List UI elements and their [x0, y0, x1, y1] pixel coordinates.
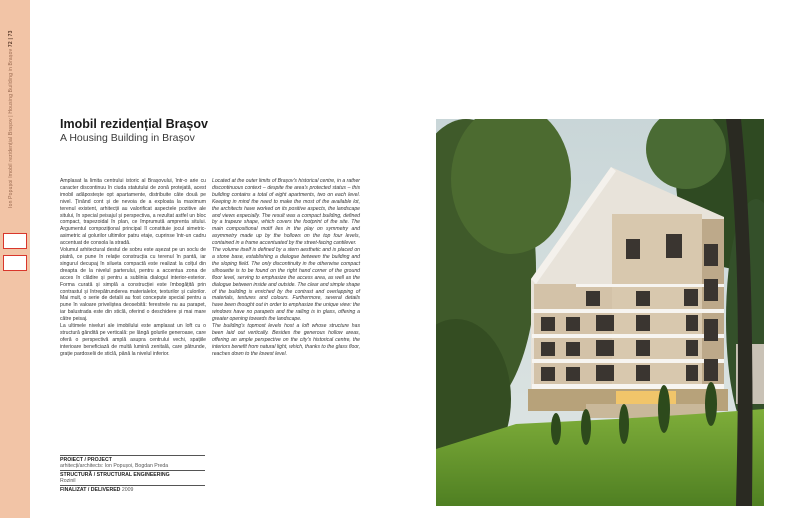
article-subtitle: A Housing Building in Brașov [60, 132, 195, 144]
credit-label: FINALIZAT / DELIVERED [60, 486, 121, 493]
paragraph: Volumul arhitectural destul de sobru este așezat pe un soclu de piatră, ce pune în relație construcția cu terenul în pantă, iar singurul decupaj în silueta compactă este realizat la colțul din dreapta de la nivelul parterului, pentru a accentua zona de acces în clădire și pentru a sublinia dialogul interior-exterior. Forma curată și simplă a construcției este îmbogățită prin contrastul și întrepătrunderea materialelor, texturilor și culorilor. Mai mult, o serie de detalii au fost concepute special pentru a pune în valoare priveliștea deosebită: ferestrele nu au parapet, iar balustrada este din sticlă, oferind o deschidere și mai mare către peisaj. [60, 247, 206, 323]
running-header-text: Ion Popușoi Imobil rezidențial Brașov | Housing Building in Brașov [8, 48, 14, 208]
section-marker-box [3, 233, 27, 249]
english-text-column [212, 178, 360, 358]
credit-label: PROIECT / PROJECT [60, 456, 112, 463]
page-number: 72 | 73 [8, 30, 14, 48]
credit-value: Rozinil [60, 478, 76, 485]
project-credits [60, 455, 205, 494]
credit-value: 2009 [121, 486, 134, 493]
paragraph: The volume itself is defined by a stern aesthetic and is placed on a stone base, establishing a dialogue between the building and the sloping field. The only discontinuity in the otherwise compact silhouette is to be found on the right hand corner of the ground floor level, serving to emphasize the access area, as well as the dialogue between inside and outside. The clear and simple shape of the building is enriched by the contrast and overlapping of materials, textures and colours. Furthermore, several details have been thought out in order to emphasize the unique view: the windows have no parapets and the railing is in glass, offering a greater opening towards the landscape. [212, 247, 360, 323]
credit-project [60, 455, 205, 470]
paragraph: The building's topmost levels host a loft whose structure has been laid out vertically. Besides the generous hollow areas, offering an ample perspective on the city's historical centre, the interiors benefit from natural light, which, thanks to the glass floor, reaches down to the lowest level. [212, 323, 360, 357]
page-margin-band [0, 0, 30, 518]
section-marker-box [3, 255, 27, 271]
romanian-text-column [60, 178, 206, 358]
credit-value: arhitecți/architects: Ion Popușoi, Bogdan Preda [60, 463, 169, 470]
building-photo [436, 119, 764, 506]
running-header [8, 8, 22, 208]
paragraph: Located at the outer limits of Brașov's historical centre, in a rather discontinuous context – despite the area's protected status – this building contains a total of eight apartments, two on each level. Keeping in mind the need to make the most of the available lot, the architects have worked on its positive aspects, the landscape and views especially. The result was a compact building, defined by a trapeze shape, which covers the footprint of the site. The main compositional motif lies in the play on symmetry and asymmetry made up by the hollows on the top four levels, contained in a frame accentuated by the street-facing cantilever. [212, 178, 360, 247]
credit-structure [60, 470, 205, 485]
credit-label: STRUCTURĂ / STRUCTURAL ENGINEERING [60, 471, 170, 478]
article-title: Imobil rezidențial Brașov [60, 117, 208, 131]
credit-delivered [60, 485, 205, 494]
paragraph: La ultimele niveluri ale imobilului este amplasat un loft cu o structură gândită pe verticală: pe lângă golurile generoase, care oferă o perspectivă amplă asupra centrului vechi, spațiile interioare beneficiază de multă lumină zenitală, care pătrunde, grație pardoselii de sticlă, până la nivelul inferior. [60, 323, 206, 357]
paragraph: Amplasat la limita centrului istoric al Brașovului, într-o arie cu caracter discontinuu în ciuda statutului de zonă protejată, acest imobil adăpostește opt apartamente, distribuite câte două pe nivel. Ținând cont și de nevoia de a exploata la maximum terenul existent, arhitecții au valorificat aspectele pozitive ale sitului, în special peisajul și perspectiva, a rezultat astfel un bloc compact, trapezoidal în plan, ce împrumută amprenta sitului. Argumentul compozițional principal îl constituie jocul simetric-asimetric al golurilor ultimilor patru etaje, cuprinse într-un cadru accentuat de consola la stradă. [60, 178, 206, 247]
